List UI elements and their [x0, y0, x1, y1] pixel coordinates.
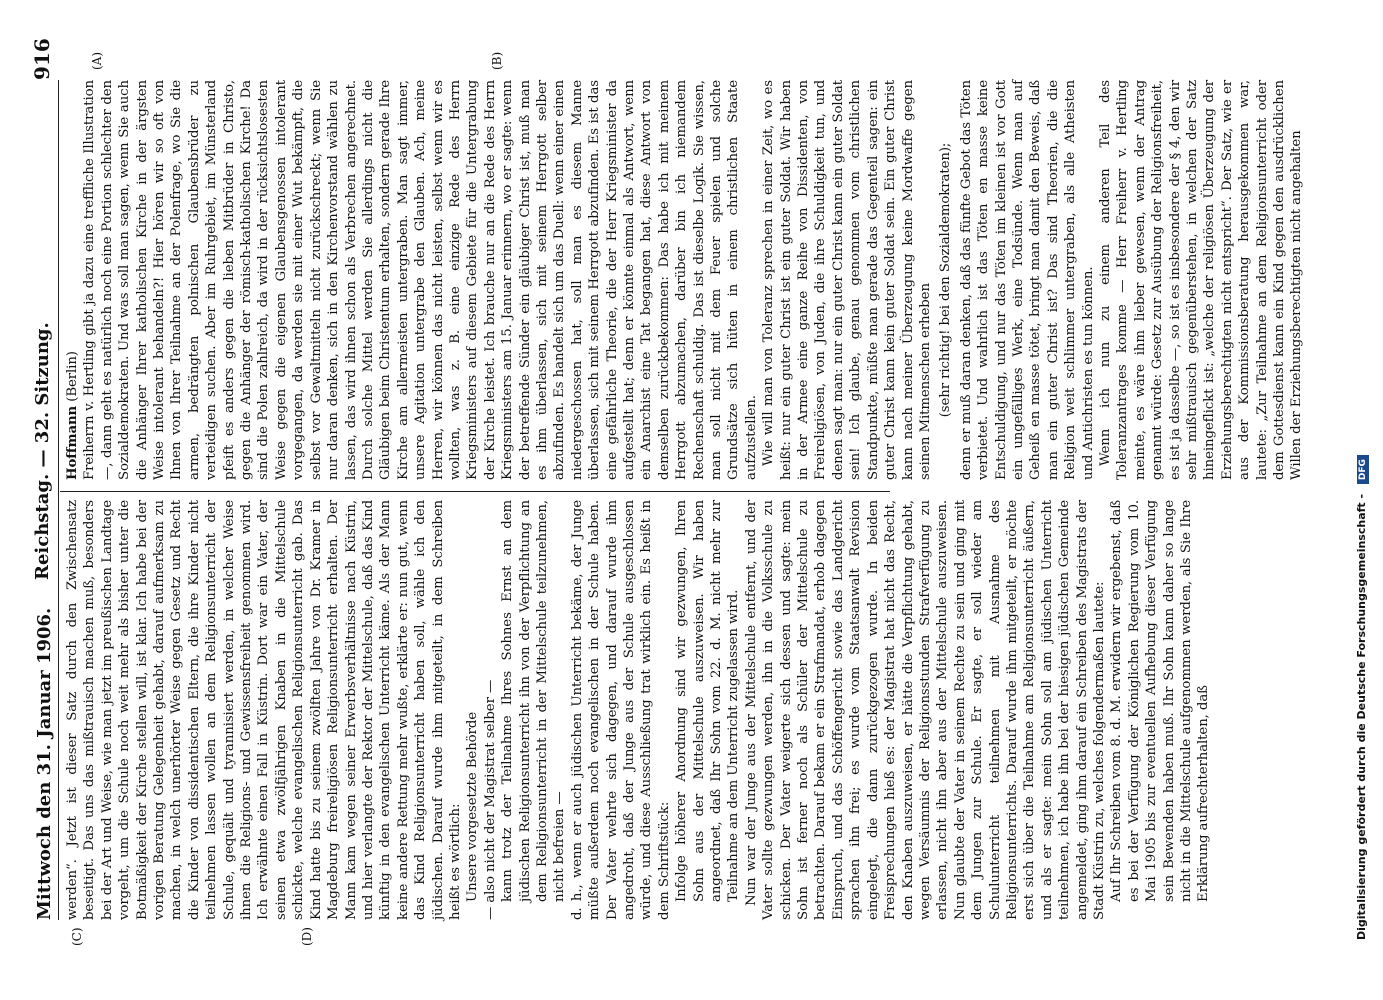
margin-mark-d: (D): [300, 927, 314, 946]
digitization-credit: [1355, 455, 1369, 940]
running-title-left: Reichstag. — 32. Sitzung.: [32, 322, 53, 580]
running-title-right: Mittwoch den 31. Januar 1906.: [34, 607, 55, 920]
paragraph: Freiherrn v. Hertling gibt ja dazu eine treffliche Illustration —, dann geht es natürlich noch eine Portion schlechter den Sozialdemokraten. Und was soll man sagen, wenn Sie auch die Anhänger Ihrer katholischen Kirche in der ärgsten Weise intolerant behandeln?! Hier hören wir so oft von Ihnen von Ihrer Teilnahme an der Polenfrage, wo Sie die armen, bedrängten polnischen Glaubensbrüder zu verteidigen suchen. Aber im Ruhrgebiet, im Münsterland pfeift es anders gegen die lieben Mitbrüder in Christo, gegen die Anhänger der römisch-katholischen Kirche! Da sind die Polen zahlreich, da wird in der rücksichtslosesten Weise gegen die eigenen Glaubensgenossen intolerant vorgegangen, da werden sie mit einer Wut bekämpft, die selbst vor Gewaltmitteln nicht zurückschreckt; wenn Sie nur daran denken, sich in den Kirchenvorstand wählen zu lassen, das wird ihnen schon als Verbrechen angerechnet. Durch solche Mittel werden Sie allerdings nicht die Gläubigen beim Christentum erhalten, sondern gerade Ihre Kirche am allermeisten untergraben. Man sagt immer, unsere Agitation untergrabe den Glauben. Ach, meine Herren, wir können das nicht leisten, selbst wenn wir es wollten, was z. B. eine einzige Rede des Herrn Kriegsministers auf diesem Gebiete für die Untergrabung der Kirche leistet. Ich brauche nur an die Rede des Herrn Kriegsministers am 15. Januar erinnern, wo er sagte: wenn der betreffende Sünder ein gläubiger Christ ist, muß man es ihm überlassen, sich mit seinem Herrgott selber abzufinden. Es handelt sich um das Duell: wenn einer einen niedergeschossen hat, soll man es diesem Manne überlassen, sich mit seinem Herrgott abzufinden. Es ist das eine gefährliche Theorie, die der Herr Kriegsminister da aufgestellt hat; denn er könnte einmal als Antwort, wenn ein Anarchist eine Tat begangen hat, diese Antwort von demselben zurückbekommen: Das habe ich mit meinem Herrgott abzumachen, darüber bin ich niemandem Rechenschaft schuldig. Das ist dieselbe Logik. Sie wissen, man soll nicht mit dem Feuer spielen und solche Grundsätze sich hüten in einem christlichen Staate aufzustellen.: [82, 80, 759, 480]
speaker-name: Hoffmann: [65, 405, 80, 480]
interjection: (sehr richtig! bei den Sozialdemokraten);: [938, 142, 954, 418]
page-number: 916: [30, 38, 54, 80]
paragraph: Nun war der Junge aus der Mittelschule entfernt, und der Vater sollte gezwungen werden, ihn in die Volksschule zu schicken. Der Vater weigerte sich dessen und sagte: mein Sohn ist ferner noch als Schüler der Mittelschule zu betrachten. Darauf bekam er ein Strafmandat, erhob dagegen Einspruch, und das Schöffengericht sowie das Landgericht sprachen ihn frei; es wurde vom Staatsanwalt Revision eingelegt, die dann zurückgezogen wurde. In beiden Freisprechungen hieß es: der Magistrat hat nicht das Recht, den Knaben auszuweisen, er hätte die Verpflichtung gehabt, wegen Versäumnis der Religionsstunden Strafverfügung zu erlassen, nicht ihn aber aus der Mittelschule auszuweisen. Nun glaubte der Vater in seinem Rechte zu sein und ging mit dem Jungen zur Schule. Er sagte, er soll wieder am Schulunterricht teilnehmen mit Ausnahme des Religionsunterrichts. Darauf wurde ihm mitgeteilt, er möchte erst sich über die Teilnahme am Religionsunterricht äußern, und als er sagte: mein Sohn soll am jüdischen Unterricht teilnehmen, ich habe ihn bei der hiesigen jüdischen Gemeinde angemeldet, ging ihm darauf ein Schreiben des Magistrats der Stadt Küstrin zu, welches folgendermaßen lautete:: [743, 500, 1107, 920]
speaker-place: (Berlin): [65, 351, 80, 402]
quotation: Infolge höherer Anordnung sind wir gezwungen, Ihren Sohn aus der Mittelschule auszuweisen. Wir haben angeordnet, daß Ihr Sohn vom 22. d. M. nicht mehr zur Teilnahme an dem Unterricht zugelassen wird.: [674, 500, 742, 902]
right-text-column: [64, 500, 1212, 920]
header-rule: [58, 80, 59, 920]
margin-mark-b: (B): [490, 51, 504, 70]
speaker-line: [64, 80, 81, 480]
paragraph: Wenn ich nun zu einem anderen Teil des Toleranzantrages komme — Herr Freiherr v. Hertling meinte, es wäre ihm lieber gewesen, wenn der Antrag genannt würde: Gesetz zur Ausübung der Religionsfreiheit, es ist ja dasselbe —, so ist es insbesondere der § 4, den wir sehr mißtrauisch gegenüberstehen, in welchen der Satz hineingeflickt ist: „welche der religiösen Überzeugung der Erziehungsberechtigten nicht entspricht“. Der Satz, wie er aus der Kommissionsberatung herausgekommen war, lautete: „Zur Teilnahme an dem Religionsunterricht oder dem Gottesdienst kann ein Kind gegen den ausdrücklichen Willen der Erziehungsberechtigten nicht angehalten: [1097, 80, 1305, 480]
paragraph: werden“. Jetzt ist dieser Satz durch den Zwischensatz beseitigt. Das uns das mißtrauisch machen muß, besonders bei der Art und Weise, wie man jetzt im preußischen Landtage vorgeht, um die Schule noch weit mehr als bisher unter die Botmäßigkeit der Kirche stellen will, ist klar. Ich habe bei der vorigen Beratung Gelegenheit gehabt, darauf aufmerksam zu machen, in welch unerhörter Weise gegen Gesetz und Recht die Kinder von dissidentischen Eltern, die ihre Kinder nicht teilnehmen lassen wollen an dem Religionsunterricht der Schule, gequält und tyrannisiert werden, in welcher Weise ihnen die Religions- und Gewissensfreiheit genommen wird. Ich erwähnte einen Fall in Küstrin. Dort war ein Vater, der seinen etwa zwölfjährigen Knaben in die Mittelschule schickte, welche evangelischen Religionsunterricht gab. Das Kind hatte bis zu seinem zwölften Jahre von Dr. Kramer in Magdeburg freireligiösen Religionsunterricht erhalten. Der Mann kam wegen seiner Erwerbsverhältnisse nach Küstrin, und hier verlangte der Rektor der Mittelschule, daß das Kind künftig in den evangelischen Unterricht käme. Als der Mann keine andere Rettung mehr wußte, erklärte er: nun gut, wenn das Kind Religionsunterricht haben soll, wähle ich den jüdischen. Darauf wurde ihm mitgeteilt, in dem Schreiben heißt es wörtlich:: [65, 500, 463, 920]
credit-text: Digitalisierung gefördert durch die Deutsche Forschungsgemeinschaft -: [1355, 493, 1368, 940]
quotation: kann trotz der Teilnahme Ihres Sohnes Ernst an dem jüdischen Religionsunterricht ihn von der Verpflichtung an dem Religionsunterricht in der Mittelschule teilzunehmen, nicht befreien —: [500, 500, 568, 902]
quotation: Unsere vorgesetzte Behörde: [465, 712, 481, 902]
margin-mark-a: (A): [90, 51, 104, 70]
paragraph: — also nicht der Magistrat selber —: [482, 679, 498, 920]
column-divider: [60, 491, 890, 492]
left-text-column: [64, 80, 1305, 480]
margin-mark-c: (C): [70, 927, 84, 946]
paragraph: denn er muß daran denken, daß das fünfte Gebot das Töten verbietet. Und wahrlich ist das Töten en masse keine Entschuldigung, und nur das Töten im kleinen ist vor Gott ein ungefälliges Werk, eine Todsünde. Wenn man auf Geheiß en masse tötet, bringt man damit den Beweis, daß man ein guter Christ ist? Das sind Theorien, die die Religion weit schlimmer untergraben, als alle Atheisten und Antichristen es tun können.: [958, 80, 1096, 480]
dfg-logo: DFG: [1357, 455, 1369, 484]
paragraph: d. h., wenn er auch jüdischen Unterricht bekäme, der Junge müßte außerdem noch evangelischen in der Schule haben. Der Vater wehrte sich dagegen, und darauf wurde ihm angedroht, daß der Junge aus der Schule ausgeschlossen würde, und diese Ausschließung trat wirklich ein. Es heißt in dem Schriftstück:: [569, 500, 672, 920]
paragraph: Wie will man von Toleranz sprechen in einer Zeit, wo es heißt: nur ein guter Christ ist ein guter Soldat. Wir haben in der Armee eine ganze Reihe von Dissidenten, von Freireligiösen, von Juden, die ihre Schuldigkeit tun, und denen sagt man: nur ein guter Christ kann ein guter Soldat sein! Ich glaube, genau genommen vom christlichen Standpunkte, müßte man gerade das Gegenteil sagen: ein guter Christ kann kein guter Soldat sein. Ein guter Christ kann nach meiner Überzeugung keine Mordwaffe gegen seinen Mitmenschen erheben: [761, 80, 933, 480]
quotation: Auf Ihr Schreiben vom 8. d. M. erwidern wir ergebenst, daß es bei der Verfügung der Königlichen Regierung vom 10. Mai 1905 bis zur eventuellen Aufhebung dieser Verfügung sein Bewenden haben muß. Ihr Sohn kann daher so lange nicht in die Mittelschule aufgenommen werden, als Sie Ihre Erklärung aufrechterhalten, daß: [1109, 500, 1212, 902]
